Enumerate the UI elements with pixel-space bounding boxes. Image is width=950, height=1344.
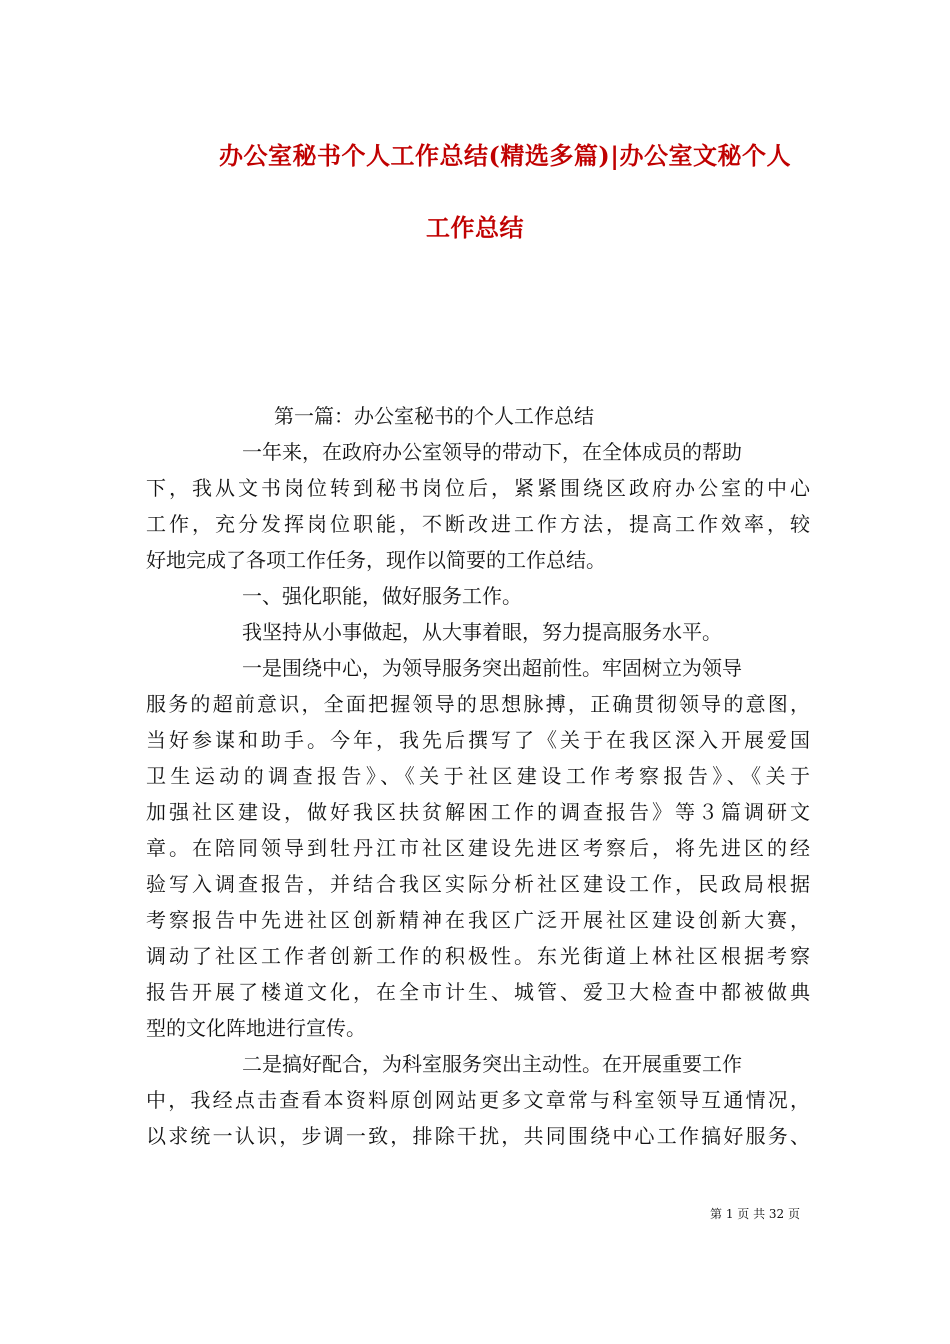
document-body bbox=[146, 398, 810, 1154]
paragraph-line: 型的文化阵地进行宣传。 bbox=[146, 1016, 366, 1040]
page-number-footer: 第 1 页 共 32 页 bbox=[710, 1207, 800, 1221]
paragraph-line: 章。在陪同领导到牡丹江市社区建设先进区考察后，将先进区的经 bbox=[146, 836, 810, 860]
paragraph-line: 考察报告中先进社区创新精神在我区广泛开展社区建设创新大赛， bbox=[146, 908, 810, 932]
paragraph-line: 一年来，在政府办公室领导的带动下，在全体成员的帮助 bbox=[242, 440, 742, 464]
paragraph-line: 报告开展了楼道文化，在全市计生、城管、爱卫大检查中都被做典 bbox=[146, 980, 810, 1004]
paragraph-line: 下，我从文书岗位转到秘书岗位后，紧紧围绕区政府办公室的中心 bbox=[146, 476, 810, 500]
document-title-line-1: 办公室秘书个人工作总结(精选多篇)|办公室文秘个人 bbox=[219, 141, 791, 170]
paragraph-line: 当好参谋和助手。今年，我先后撰写了《关于在我区深入开展爱国 bbox=[146, 728, 810, 752]
paragraph-line: 调动了社区工作者创新工作的积极性。东光街道上林社区根据考察 bbox=[146, 944, 810, 968]
subsection-heading: 一、强化职能，做好服务工作。 bbox=[242, 584, 522, 608]
paragraph-line: 验写入调查报告，并结合我区实际分析社区建设工作，民政局根据 bbox=[146, 872, 810, 896]
paragraph-line: 卫生运动的调查报告》、《关于社区建设工作考察报告》、《关于 bbox=[146, 764, 810, 788]
paragraph-line: 服务的超前意识，全面把握领导的思想脉搏，正确贯彻领导的意图， bbox=[146, 692, 810, 716]
paragraph-line: 我坚持从小事做起，从大事着眼，努力提高服务水平。 bbox=[242, 620, 722, 644]
paragraph-line: 二是搞好配合，为科室服务突出主动性。在开展重要工作 bbox=[242, 1052, 742, 1076]
paragraph-line: 加强社区建设，做好我区扶贫解困工作的调查报告》等３篇调研文 bbox=[146, 800, 810, 824]
document-title-line-2: 工作总结 bbox=[426, 213, 524, 242]
paragraph-line: 一是围绕中心，为领导服务突出超前性。牢固树立为领导 bbox=[242, 656, 742, 680]
paragraph-line: 工作，充分发挥岗位职能，不断改进工作方法，提高工作效率，较 bbox=[146, 512, 810, 536]
paragraph-line: 中，我经点击查看本资料原创网站更多文章常与科室领导互通情况， bbox=[146, 1088, 810, 1112]
paragraph-line: 好地完成了各项工作任务，现作以简要的工作总结。 bbox=[146, 548, 606, 572]
paragraph-line: 以求统一认识，步调一致，排除干扰，共同围绕中心工作搞好服务、 bbox=[146, 1124, 810, 1148]
section-heading: 第一篇：办公室秘书的个人工作总结 bbox=[274, 404, 594, 428]
